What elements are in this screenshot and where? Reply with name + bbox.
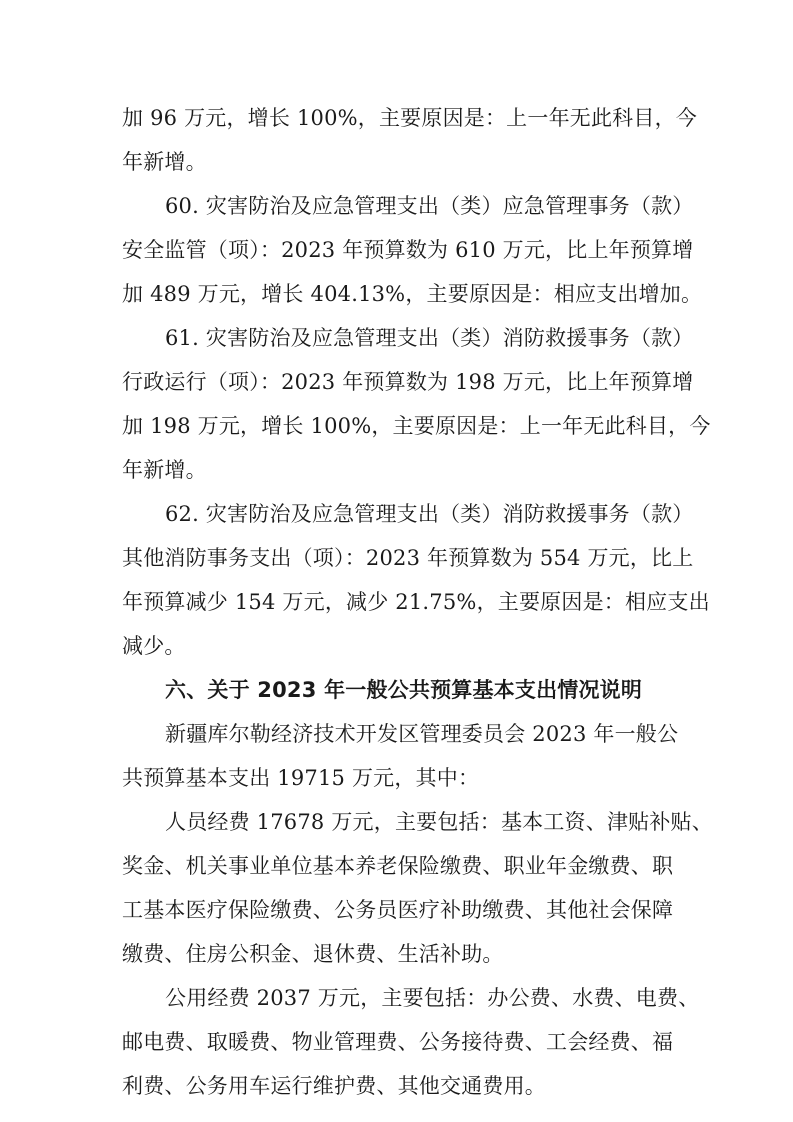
text-line: 减少。: [122, 634, 186, 658]
text-line: 60. 灾害防治及应急管理支出（类）应急管理事务（款）: [165, 194, 694, 218]
text-line: 利费、公务用车运行维护费、其他交通费用。: [122, 1074, 546, 1098]
text-line: 奖金、机关事业单位基本养老保险缴费、职业年金缴费、职: [122, 854, 674, 878]
text-line: 62. 灾害防治及应急管理支出（类）消防救援事务（款）: [165, 502, 694, 526]
text-line: 行政运行（项）：2023 年预算数为 198 万元，比上年预算增: [122, 370, 694, 394]
text-line: 新疆库尔勒经济技术开发区管理委员会 2023 年一般公: [165, 722, 679, 746]
text-line: 加 96 万元，增长 100%，主要原因是：上一年无此科目，今: [122, 106, 697, 130]
text-line: 人员经费 17678 万元，主要包括：基本工资、津贴补贴、: [165, 810, 713, 834]
text-line: 61. 灾害防治及应急管理支出（类）消防救援事务（款）: [165, 326, 694, 350]
text-line: 年新增。: [122, 150, 207, 174]
text-line: 加 198 万元，增长 100%，主要原因是：上一年无此科目，今: [122, 414, 711, 438]
text-line: 加 489 万元，增长 404.13%，主要原因是：相应支出增加。: [122, 282, 703, 306]
text-line: 共预算基本支出 19715 万元，其中：: [122, 766, 480, 790]
text-line: 年新增。: [122, 458, 207, 482]
text-line: 公用经费 2037 万元，主要包括：办公费、水费、电费、: [165, 986, 700, 1010]
text-line: 安全监管（项）：2023 年预算数为 610 万元，比上年预算增: [122, 238, 694, 262]
text-line: 年预算减少 154 万元，减少 21.75%，主要原因是：相应支出: [122, 590, 710, 614]
text-line: 其他消防事务支出（项）：2023 年预算数为 554 万元，比上: [122, 546, 694, 570]
text-line: 邮电费、取暖费、物业管理费、公务接待费、工会经费、福: [122, 1030, 674, 1054]
text-line: 缴费、住房公积金、退休费、生活补助。: [122, 942, 504, 966]
section-heading: 六、关于 2023 年一般公共预算基本支出情况说明: [165, 678, 643, 702]
text-line: 工基本医疗保险缴费、公务员医疗补助缴费、其他社会保障: [122, 898, 674, 922]
